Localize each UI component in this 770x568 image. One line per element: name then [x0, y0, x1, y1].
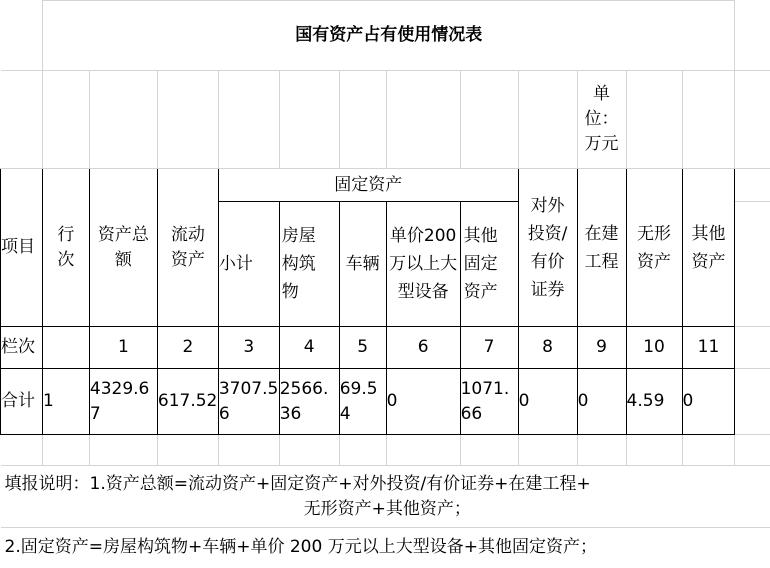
total-cell: 0	[386, 369, 460, 435]
header-other-fixed: 其他固定资产	[460, 202, 518, 327]
header-other-assets: 其他资产	[682, 169, 735, 327]
header-row-no: 行次	[42, 169, 89, 327]
column-number: 2	[157, 327, 218, 369]
column-number: 5	[339, 327, 386, 369]
total-cell: 69.54	[339, 369, 386, 435]
unit-label: 单位：万元	[577, 71, 626, 169]
total-cell: 4.59	[626, 369, 682, 435]
header-investment: 对外投资/有价证券	[518, 169, 577, 327]
column-number: 11	[682, 327, 735, 369]
total-cell: 2566.36	[279, 369, 339, 435]
column-number: 3	[218, 327, 279, 369]
header-item: 项目	[1, 169, 43, 327]
note-1	[1, 466, 770, 528]
note-line-1: 填报说明：1.资产总额=流动资产+固定资产+对外投资/有价证券+在建工程+	[5, 472, 770, 497]
header-fixed-assets: 固定资产	[218, 169, 518, 202]
header-buildings: 房屋构筑物	[279, 202, 339, 327]
report-title: 国有资产占有使用情况表	[42, 1, 735, 71]
total-cell: 0	[682, 369, 735, 435]
column-number: 9	[577, 327, 626, 369]
column-number: 6	[386, 327, 460, 369]
header-total-assets: 资产总额	[89, 169, 157, 327]
total-cell: 617.52	[157, 369, 218, 435]
column-number: 10	[626, 327, 682, 369]
total-row-no: 1	[42, 369, 89, 435]
column-number: 1	[89, 327, 157, 369]
total-cell: 1071.66	[460, 369, 518, 435]
column-numbers-label: 栏次	[1, 327, 43, 369]
header-vehicles: 车辆	[339, 202, 386, 327]
total-cell: 0	[518, 369, 577, 435]
total-row-label: 合计	[1, 369, 43, 435]
header-large-equipment: 单价200万以上大型设备	[386, 202, 460, 327]
total-cell: 3707.56	[218, 369, 279, 435]
total-cell: 0	[577, 369, 626, 435]
header-construction: 在建工程	[577, 169, 626, 327]
column-number: 4	[279, 327, 339, 369]
total-cell: 4329.67	[89, 369, 157, 435]
header-subtotal: 小计	[218, 202, 279, 327]
header-current-assets: 流动资产	[157, 169, 218, 327]
note-2: 2.固定资产=房屋构筑物+车辆+单价 200 万元以上大型设备+其他固定资产；	[1, 528, 770, 568]
header-intangible: 无形资产	[626, 169, 682, 327]
column-number: 7	[460, 327, 518, 369]
column-number: 8	[518, 327, 577, 369]
note-line-2: 无形资产+其他资产；	[5, 497, 770, 522]
